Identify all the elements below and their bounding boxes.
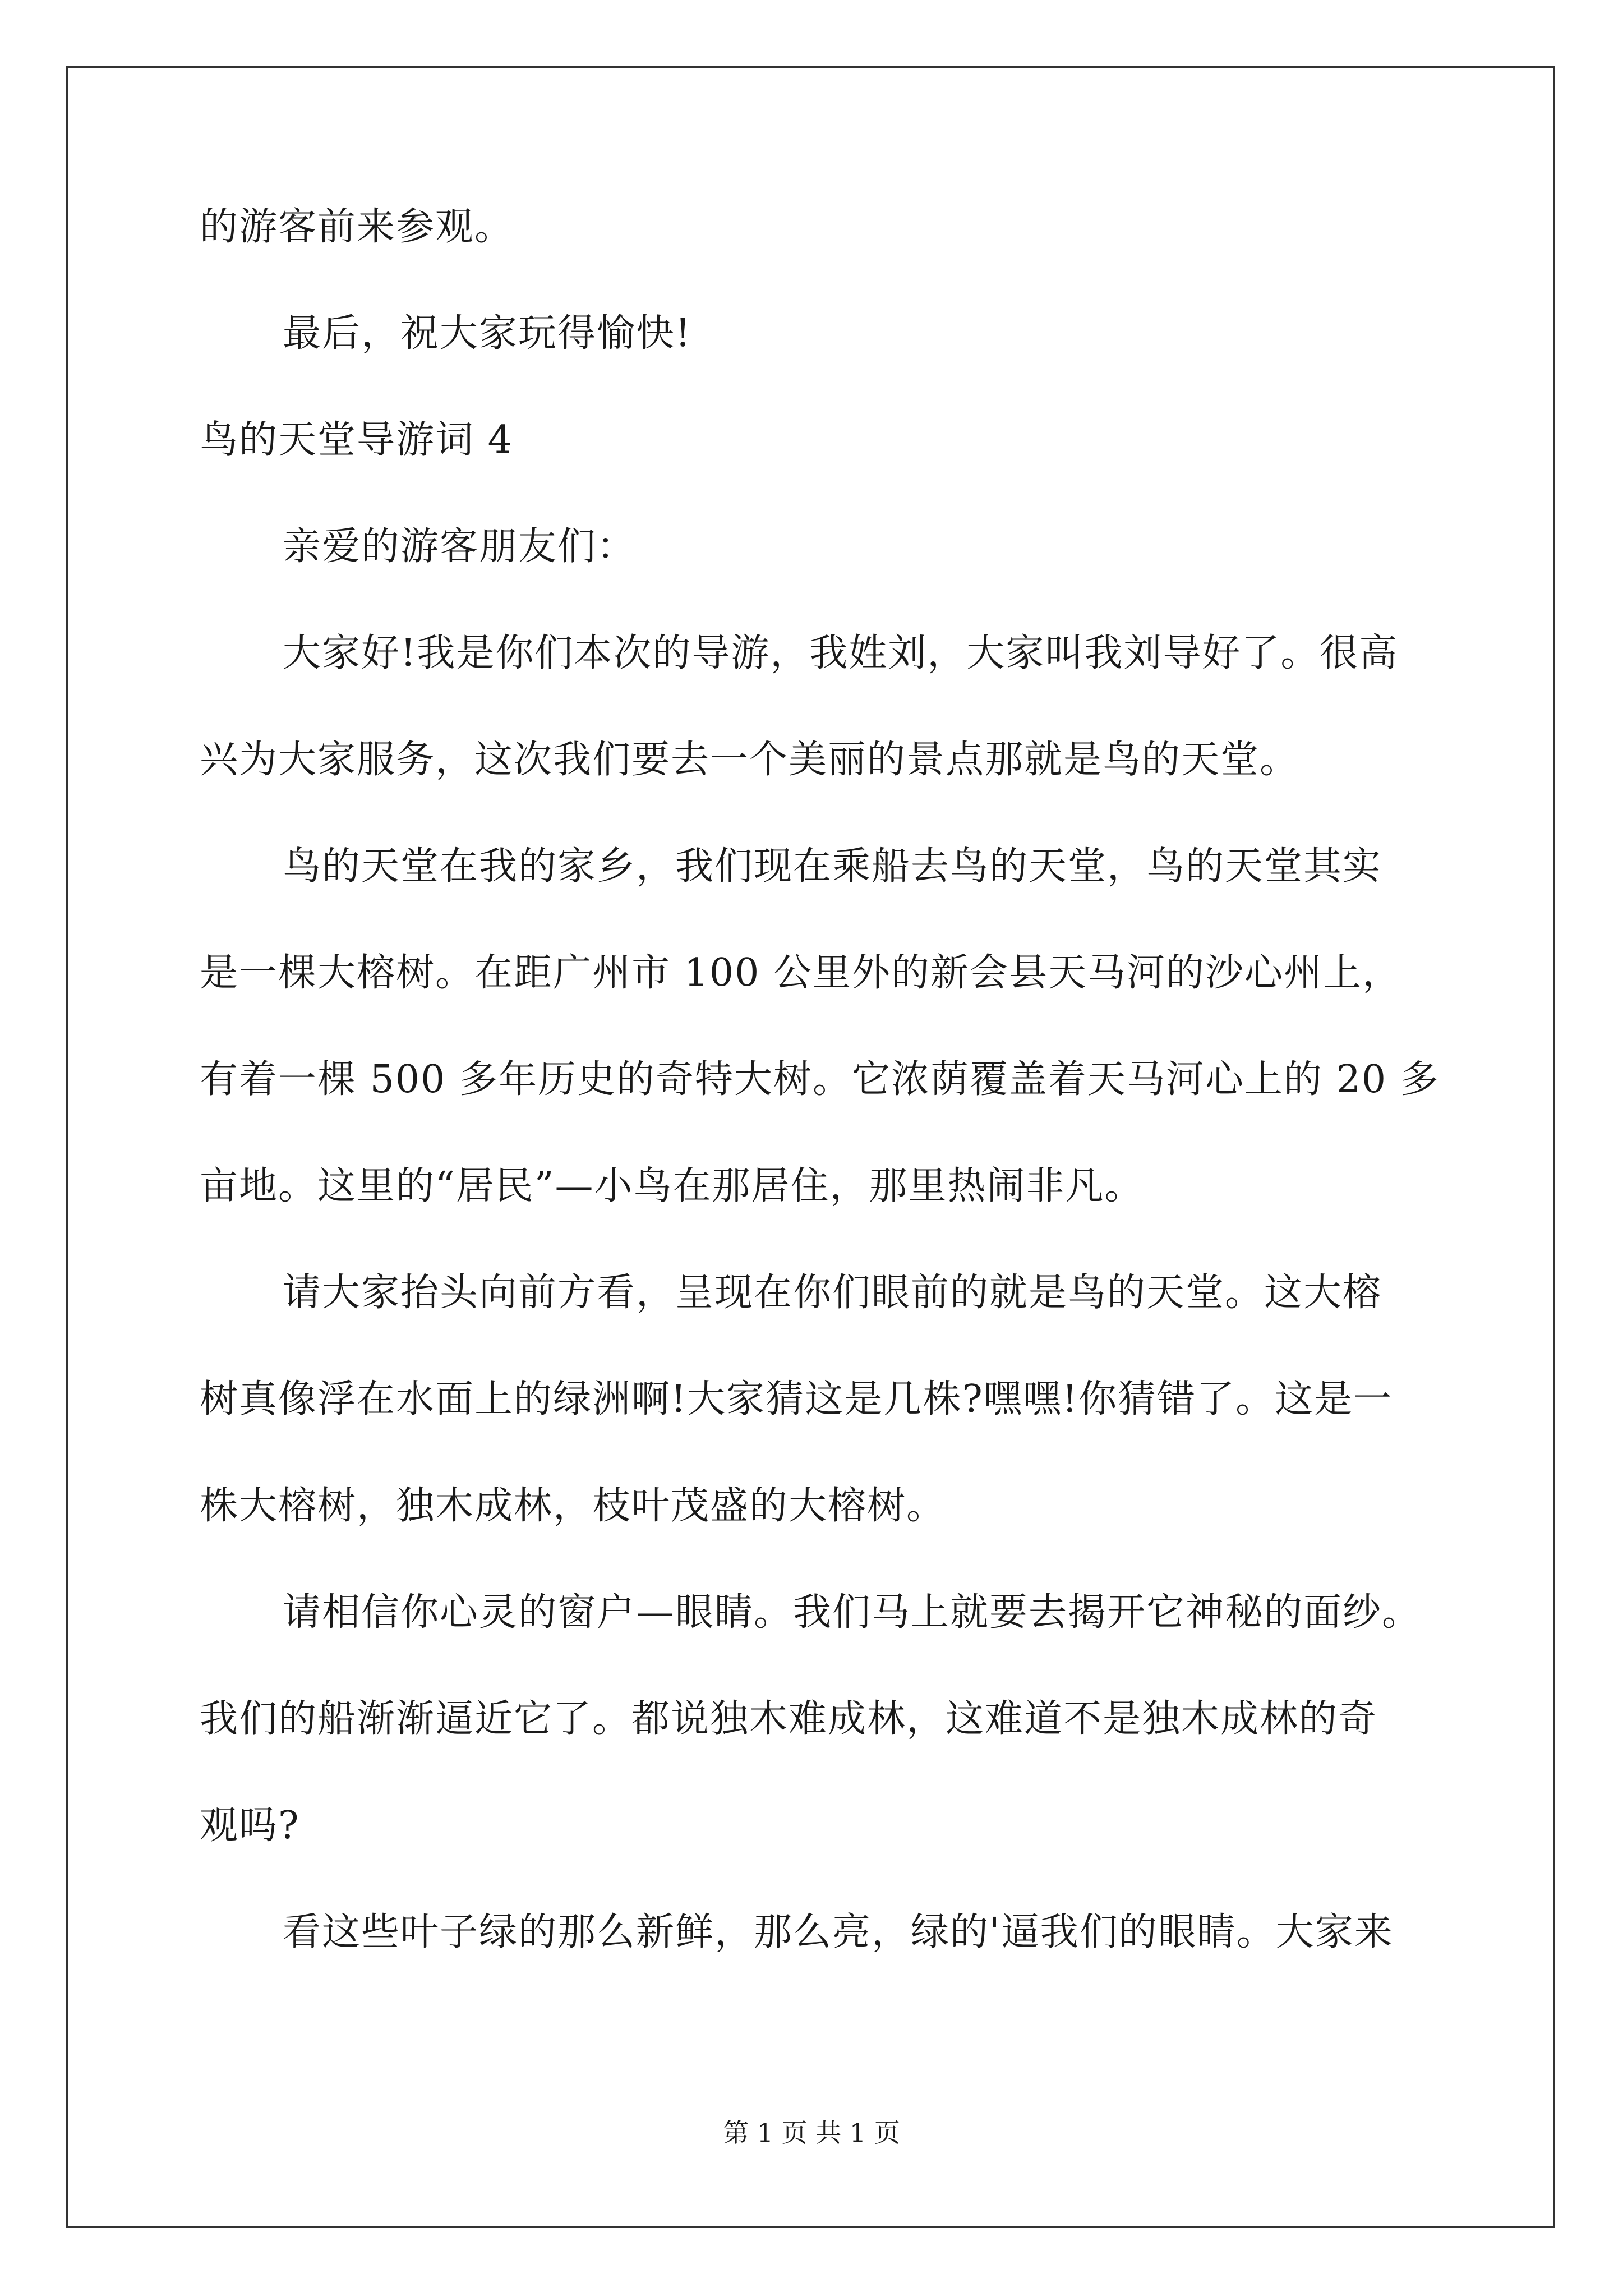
- page-footer: 第 1 页 共 1 页: [723, 2118, 900, 2148]
- paragraph-closing: 最后，祝大家玩得愉快!: [283, 311, 692, 356]
- text-line: 是一棵大榕树。在距广州市 100 公里外的新会县天马河的沙心州上，: [200, 951, 1402, 995]
- text-line: 我们的船渐渐逼近它了。都说独木难成林，这难道不是独木成林的奇: [200, 1697, 1378, 1741]
- text-line: 大家好!我是你们本次的导游，我姓刘，大家叫我刘导好了。很高: [283, 631, 1399, 675]
- text-line: 观吗?: [200, 1803, 300, 1848]
- text-line: 兴为大家服务，这次我们要去一个美丽的景点那就是鸟的天堂。: [200, 738, 1299, 782]
- salutation: 亲爱的游客朋友们：: [283, 524, 637, 569]
- text-line: 树真像浮在水面上的绿洲啊!大家猜这是几株?嘿嘿!你猜错了。这是一: [200, 1377, 1393, 1421]
- section-heading: 鸟的天堂导游词 4: [200, 418, 513, 462]
- text-line: 有着一棵 500 多年历史的奇特大树。它浓荫覆盖着天马河心上的 20 多: [200, 1057, 1440, 1102]
- text-line: 亩地。这里的“居民”—小鸟在那居住，那里热闹非凡。: [200, 1164, 1144, 1208]
- text-line: 的游客前来参观。: [200, 205, 514, 249]
- text-line: 请相信你心灵的窗户—眼睛。我们马上就要去揭开它神秘的面纱。: [283, 1590, 1422, 1635]
- page-border: [66, 66, 1555, 2228]
- text-line: 株大榕树，独木成林，枝叶茂盛的大榕树。: [200, 1484, 946, 1528]
- text-line: 看这些叶子绿的那么新鲜，那么亮，绿的'逼我们的眼睛。大家来: [283, 1910, 1394, 1954]
- text-line: 鸟的天堂在我的家乡，我们现在乘船去鸟的天堂，鸟的天堂其实: [283, 844, 1382, 889]
- text-line: 请大家抬头向前方看，呈现在你们眼前的就是鸟的天堂。这大榕: [283, 1271, 1382, 1315]
